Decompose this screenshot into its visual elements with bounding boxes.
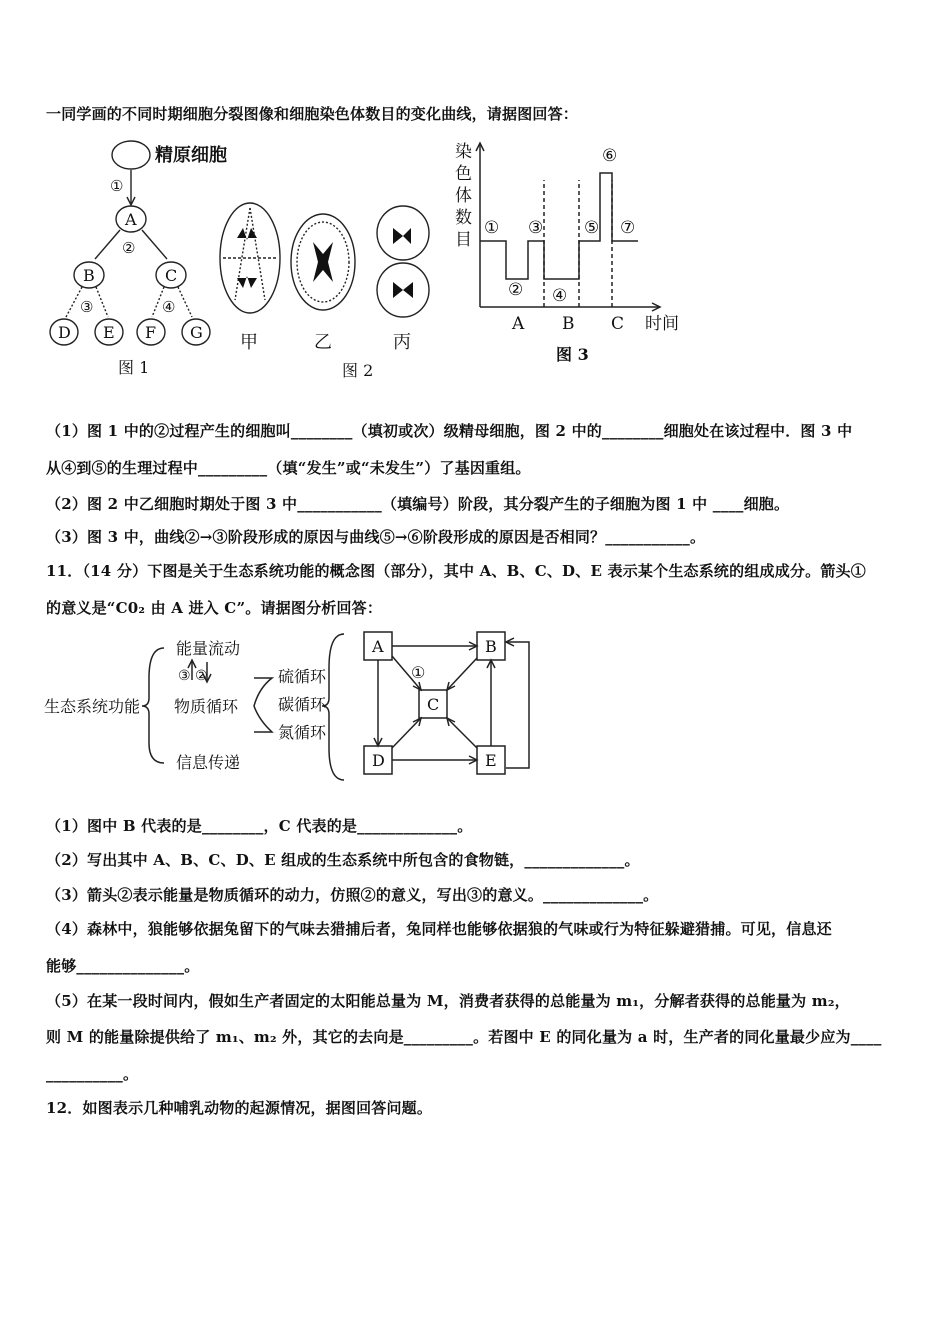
q11-part5-line2: 则 M 的能量除提供给了 m₁、m₂ 外，其它的去向是_________。若图中 E 的同化量为 a 时，生产者的同化量最少应为____	[46, 1028, 882, 1046]
fig3-xtick-b: B	[562, 314, 575, 334]
eco-box-e: E	[485, 751, 497, 770]
fig2-cell-yi: 乙	[314, 332, 332, 353]
fig1-node-g: G	[190, 323, 203, 342]
fig1-caption: 图 1	[118, 358, 150, 377]
figure-2-cells	[215, 200, 440, 380]
fig3-ylabel-3: 体	[455, 186, 472, 206]
figure-3-chart	[450, 135, 690, 380]
fig2-cell-bing: 丙	[393, 332, 411, 353]
q11-part5-line3: __________。	[46, 1065, 139, 1083]
eco-sulfur-cycle: 硫循环	[278, 667, 327, 686]
fig3-seg-3: ③	[528, 218, 544, 238]
fig2-caption: 图 2	[342, 361, 374, 380]
fig3-seg-4: ④	[552, 286, 568, 306]
eco-box-a: A	[372, 637, 384, 656]
fig2-cell-jia: 甲	[240, 332, 258, 353]
q11-part1: （1）图中 B 代表的是________，C 代表的是_____________。	[46, 817, 473, 835]
q10-part1-line1: （1）图 1 中的②过程产生的细胞叫________（填初或次）级精母细胞，图 2 中的________细胞处在该过程中．图 3 中	[46, 422, 853, 440]
q11-part4-line2: 能够______________。	[46, 957, 200, 975]
fig1-node-c: C	[165, 266, 178, 285]
fig1-node-a: A	[125, 210, 137, 229]
q11-part2: （2）写出其中 A、B、C、D、E 组成的生态系统中所包含的食物链，_____________。	[46, 851, 640, 869]
eco-info-transfer: 信息传递	[176, 753, 241, 772]
fig1-node-f: F	[145, 323, 157, 342]
fig1-step-2: ②	[122, 239, 136, 257]
fig3-seg-5: ⑤	[584, 218, 600, 238]
q11-part3: （3）箭头②表示能量是物质循环的动力，仿照②的意义，写出③的意义。_____________。	[46, 886, 659, 904]
fig3-seg-7: ⑦	[620, 218, 636, 238]
fig3-xlabel: 时间	[645, 314, 679, 334]
figure-1-tree	[40, 135, 230, 380]
eco-carbon-cycle: 碳循环	[278, 695, 327, 714]
q11-part4-line1: （4）森林中，狼能够依据兔留下的气味去猎捕后者，兔同样也能够依据狼的气味或行为特征躲避猎捕。可见，信息还	[46, 920, 832, 938]
fig3-step-curve	[480, 173, 638, 279]
fig3-xtick-a: A	[512, 314, 525, 334]
eco-energy-flow: 能量流动	[176, 639, 241, 658]
q12-heading: 12．如图表示几种哺乳动物的起源情况，据图回答问题。	[46, 1099, 433, 1117]
fig1-node-d: D	[58, 323, 71, 342]
q11-part5-line1: （5）在某一段时间内，假如生产者固定的太阳能总量为 M，消费者获得的总能量为 m₁，分解者获得的总能量为 m₂，	[46, 992, 850, 1010]
fig3-seg-1: ①	[484, 218, 500, 238]
q11-heading-2: 的意义是“C0₂ 由 A 进入 C”。请据图分析回答：	[46, 599, 383, 617]
fig1-step-3: ③	[80, 298, 94, 316]
q10-part3: （3）图 3 中，曲线②→③阶段形成的原因与曲线⑤→⑥阶段形成的原因是否相同？___________。	[46, 528, 706, 546]
fig3-ylabel-4: 数	[455, 208, 472, 228]
fig1-step-4: ④	[162, 298, 176, 316]
eco-box-b: B	[485, 637, 497, 656]
eco-box-d: D	[372, 751, 385, 770]
eco-root: 生态系统功能	[44, 697, 141, 716]
eco-box-c: C	[427, 695, 440, 714]
eco-arrow-marks: ③ ②	[178, 668, 208, 684]
eco-arrow-1-label: ①	[411, 663, 426, 682]
fig3-ylabel-1: 染	[455, 142, 472, 162]
q11-heading: 11．（14 分）下图是关于生态系统功能的概念图（部分），其中 A、B、C、D、E 表示某个生态系统的组成成分。箭头①	[46, 562, 866, 580]
q10-part1-line2: 从④到⑤的生理过程中_________（填“发生”或“未发生”）了基因重组。	[46, 459, 531, 477]
fig3-xtick-c: C	[611, 314, 625, 334]
fig3-ylabel-5: 目	[455, 230, 472, 250]
fig3-caption: 图 3	[556, 345, 589, 364]
intro-text: 一同学画的不同时期细胞分裂图像和细胞染色体数目的变化曲线，请据图回答：	[46, 105, 579, 123]
q10-part2: （2）图 2 中乙细胞时期处于图 3 中___________（填编号）阶段，其分裂产生的子细胞为图 1 中 ____细胞。	[46, 495, 790, 513]
fig1-top-label: 精原细胞	[155, 145, 227, 166]
fig3-seg-2: ②	[508, 280, 524, 300]
fig3-ylabel-2: 色	[455, 164, 472, 184]
eco-matter-cycle: 物质循环	[174, 697, 239, 716]
fig1-node-b: B	[83, 266, 95, 285]
figure-ecosystem-diagram	[44, 628, 539, 793]
fig1-step-1: ①	[110, 177, 124, 195]
fig3-seg-6: ⑥	[602, 146, 618, 166]
fig1-node-e: E	[103, 323, 115, 342]
eco-nitrogen-cycle: 氮循环	[278, 723, 327, 742]
